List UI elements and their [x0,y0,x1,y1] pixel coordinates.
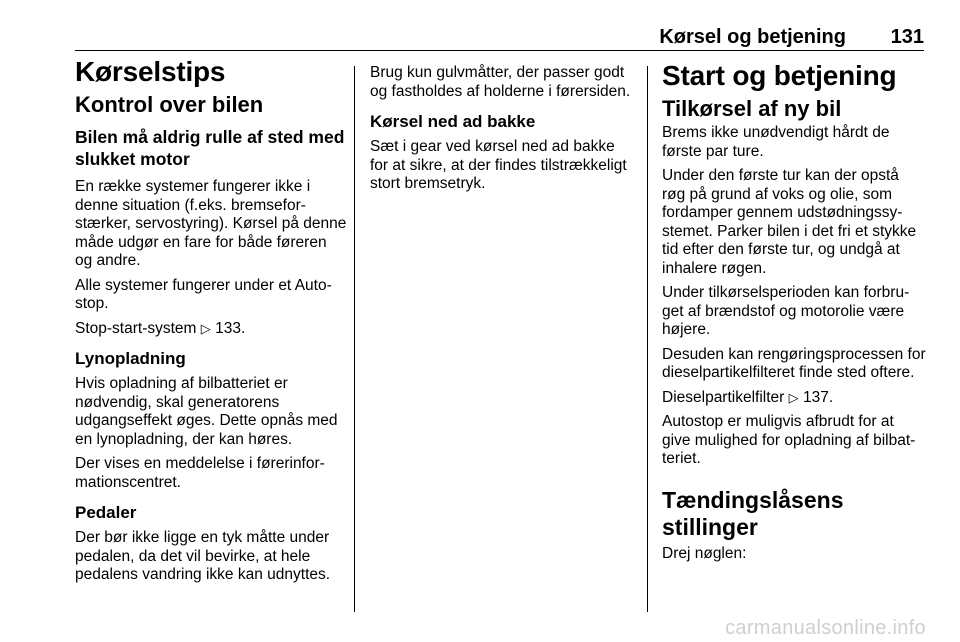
paragraph: Desuden kan rengøringsprocessen for dieselpartikelfilteret finde sted oftere. [662,345,926,381]
paragraph: Autostop er muligvis afbrudt for at give mulighed for opladning af bilbat-teriet. [662,413,916,467]
page-header [75,22,924,51]
warning-heading: Bilen må aldrig rulle af sted med slukket motor [75,127,345,169]
page-reference-icon: ▷ [200,320,211,336]
subsection-heading: Lynopladning [75,349,186,368]
reference-text: Dieselpartikelfilter [662,388,785,406]
cross-reference [662,389,926,408]
reference-page: 137. [802,388,834,406]
paragraph: En række systemer fungerer ikke i denne situation (f.eks. bremsefor-stærker, servostyring). Kørsel på denne måde udgør en fare for både føreren og andre. [75,178,347,269]
paragraph: Alle systemer fungerer under et Auto-stop. [75,276,332,312]
reference-text: Stop-start-system [75,319,197,337]
chapter-title: Kørselstips [75,56,226,87]
section-heading: Tændingslåsens stillinger [662,486,844,540]
section-heading: Kontrol over bilen [75,92,264,117]
watermark-text: carmanualsonline.info [725,617,926,639]
cross-reference [75,320,347,339]
paragraph: Der vises en meddelelse i førerinfor-mationscentret. [75,455,325,491]
column-middle [370,64,636,200]
paragraph: Drej nøglen: [662,544,747,562]
section-title: Kørsel og betjening [659,26,846,48]
page-number: 131 [890,26,924,48]
paragraph: Under den første tur kan der opstå røg på grund af voks og olie, som fordamper gennem udstødningssy-stemet. Parker bilen i det fri et stykke tid efter den første tur, og undgå at inhalere røgen. [662,167,917,277]
column-right [662,60,926,569]
column-left [75,56,347,591]
page-reference-icon: ▷ [788,389,799,405]
paragraph: Sæt i gear ved kørsel ned ad bakke for at sikre, at der findes tilstrækkeligt stort bremsetryk. [370,138,627,192]
section-heading: Tilkørsel af ny bil [662,96,842,121]
paragraph: Brems ikke unødvendigt hårdt de første par ture. [662,124,890,160]
paragraph: Under tilkørselsperioden kan forbru-get af brændstof og motorolie være højere. [662,284,910,338]
paragraph: Brug kun gulvmåtter, der passer godt og fastholdes af holderne i førersiden. [370,64,631,100]
subsection-heading: Kørsel ned ad bakke [370,112,536,131]
subsection-heading: Pedaler [75,503,137,522]
paragraph: Der bør ikke ligge en tyk måtte under pedalen, da det vil bevirke, at hele pedalens vandring ikke kan udnyttes. [75,529,331,583]
paragraph: Hvis opladning af bilbatteriet er nødvendig, skal generatorens udgangseffekt øges. Dette opnås med en lynopladning, der kan høres. [75,375,338,448]
chapter-title: Start og betjening [662,60,897,91]
column-divider [354,66,355,612]
column-divider [647,66,648,612]
reference-page: 133. [215,319,246,337]
